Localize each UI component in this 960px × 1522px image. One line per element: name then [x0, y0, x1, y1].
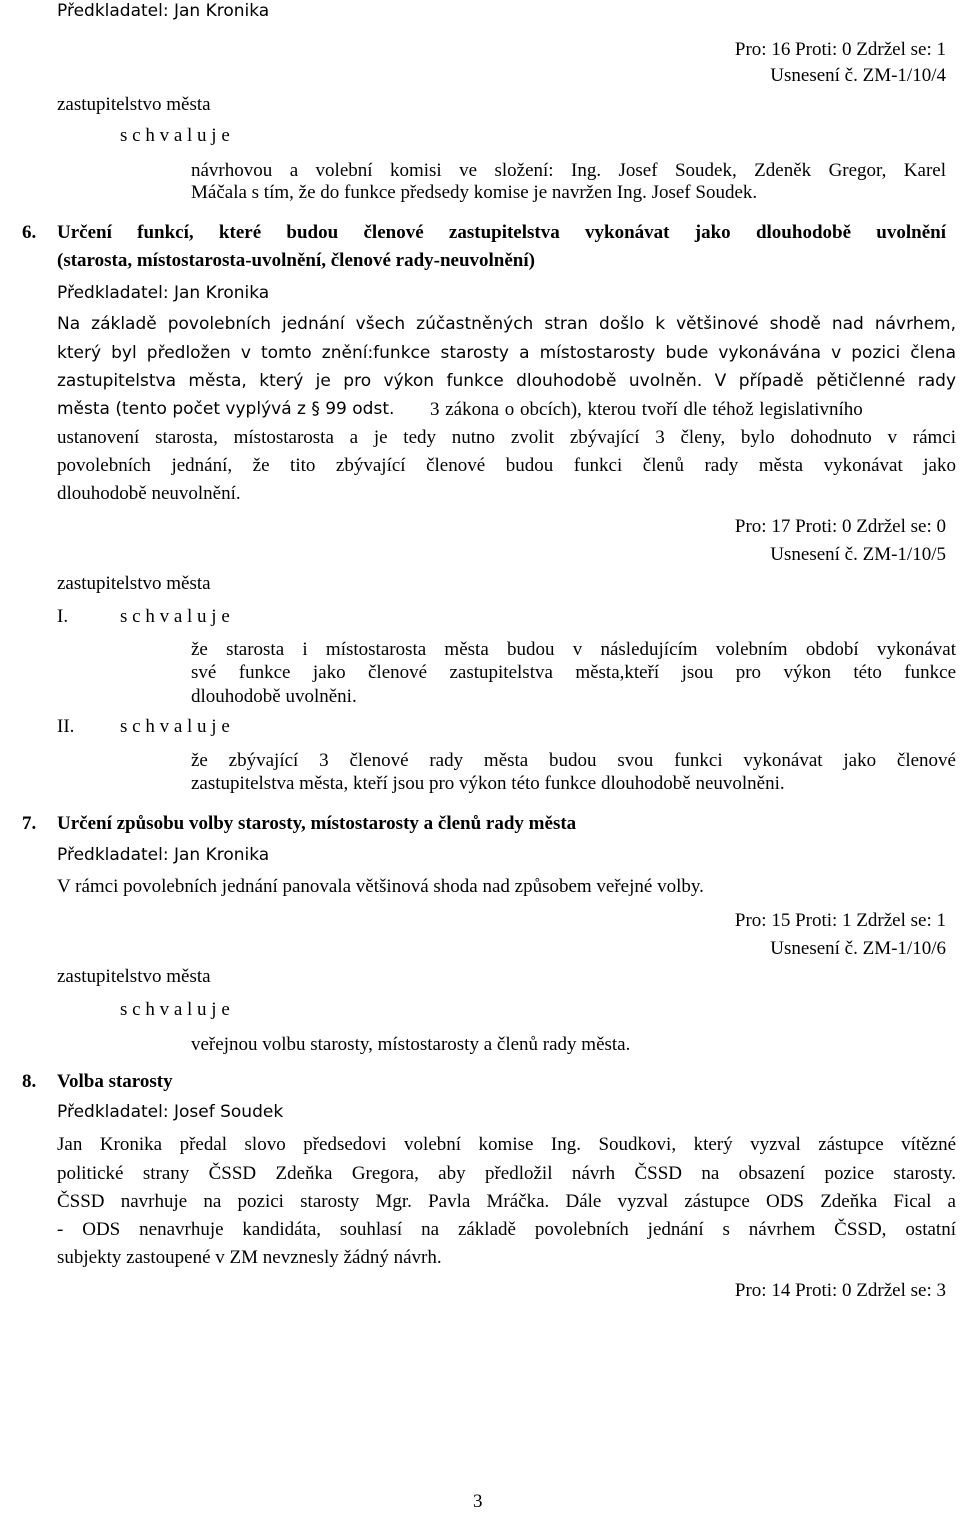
section-8-paragraph-l1: Jan Kronika předal slovo předsedovi volební komise Ing. Soudkovi, který vyzval zástupce vítězné — [57, 1134, 956, 1155]
resolution-text-4-l1: návrhovou a volební komisi ve složení: Ing. Josef Soudek, Zdeněk Gregor, Karel — [191, 160, 946, 181]
schvaluje-4: s c h v a l u j e — [120, 125, 230, 146]
section-6-paragraph-l4b: 3 zákona o obcích), kterou tvoří dle téhož legislativního — [430, 399, 863, 420]
section-8-paragraph-l5: subjekty zastoupené v ZM nevznesly žádný návrh. — [57, 1247, 442, 1268]
section-6-title-l1: Určení funkcí, které budou členové zastupitelstva vykonávat jako dlouhodobě uvolnění — [57, 222, 946, 243]
section-6-paragraph-l5: ustanovení starosta, místostarosta a je tedy nutno zvolit zbývající 3 členy, bylo dohodnuto v rámci — [57, 427, 956, 448]
section-6-paragraph-l3: zastupitelstva města, který je pro výkon funkce dlouhodobě uvolněn. V případě pětičlenné rady — [57, 371, 956, 391]
resolution-text-4-l2: Máčala s tím, že do funkce předsedy komise je navržen Ing. Josef Soudek. — [191, 182, 758, 203]
section-7-number: 7. — [22, 813, 37, 834]
item-i-number: I. — [57, 606, 69, 627]
resolution-text-6: veřejnou volbu starosty, místostarosty a členů rady města. — [191, 1034, 631, 1055]
section-6-title-l2: (starosta, místostarosta-uvolnění, členové rady-neuvolnění) — [57, 250, 535, 271]
usneseni-5: Usnesení č. ZM-1/10/5 — [770, 544, 946, 565]
section-8-number: 8. — [22, 1071, 37, 1092]
item-ii-number: II. — [57, 716, 75, 737]
body-label-6: zastupitelstvo města — [57, 966, 211, 987]
section-6-paragraph-l1: Na základě povolebních jednání všech zúčastněných stran došlo k většinové shodě nad návrhem, — [57, 314, 956, 334]
item-i-text-l2: své funkce jako členové zastupitelstva města,kteří jsou pro výkon této funkce — [191, 662, 956, 683]
section-8-paragraph-l4: - ODS nenavrhuje kandidáta, souhlasí na základě povolebních jednání s návrhem ČSSD, ostatní — [57, 1219, 956, 1240]
section-6-paragraph-l7: dlouhodobě neuvolnění. — [57, 483, 241, 504]
section-7-title: Určení způsobu volby starosty, místostarosty a členů rady města — [57, 813, 577, 834]
schvaluje-5-ii: s c h v a l u j e — [120, 716, 230, 737]
predkladatel-6: Předkladatel: Jan Kronika — [57, 283, 270, 303]
schvaluje-5-i: s c h v a l u j e — [120, 606, 230, 627]
item-i-text-l1: že starosta i místostarosta města budou v následujícím volebním období vykonávat — [191, 639, 956, 660]
page-number: 3 — [473, 1491, 483, 1512]
section-8-paragraph-l3: ČSSD navrhuje na pozici starosty Mgr. Pavla Mráčka. Dále vyzval zástupce ODS Zdeňka Fical a — [57, 1191, 956, 1212]
vote-result-4: Pro: 16 Proti: 0 Zdržel se: 1 — [734, 39, 946, 60]
section-6-paragraph-l2: který byl předložen v tomto znění:funkce starosty a místostarosty bude vykonávána v pozici člena — [57, 343, 956, 363]
body-label-5: zastupitelstvo města — [57, 573, 211, 594]
vote-result-5: Pro: 17 Proti: 0 Zdržel se: 0 — [734, 516, 946, 537]
predkladatel-top: Předkladatel: Jan Kronika — [57, 1, 270, 21]
section-6-paragraph-l6: povolebních jednání, že tito zbývající členové budou funkci členů rady města vykonávat jako — [57, 455, 956, 476]
predkladatel-7: Předkladatel: Jan Kronika — [57, 845, 270, 865]
usneseni-4: Usnesení č. ZM-1/10/4 — [770, 65, 946, 86]
vote-result-6: Pro: 15 Proti: 1 Zdržel se: 1 — [734, 910, 946, 931]
item-i-text-l3: dlouhodobě uvolněni. — [191, 686, 357, 707]
item-ii-text-l2: zastupitelstva města, kteří jsou pro výkon této funkce dlouhodobě neuvolněni. — [191, 773, 785, 794]
section-7-paragraph: V rámci povolebních jednání panovala většinová shoda nad způsobem veřejné volby. — [57, 876, 704, 897]
section-8-title: Volba starosty — [57, 1071, 173, 1092]
section-6-paragraph-l4a: města (tento počet vyplývá z § 99 odst. — [57, 399, 395, 419]
item-ii-text-l1: že zbývající 3 členové rady města budou svou funkci vykonávat jako členové — [191, 750, 956, 771]
body-label-4: zastupitelstvo města — [57, 94, 211, 115]
predkladatel-8: Předkladatel: Josef Soudek — [57, 1102, 284, 1122]
usneseni-6: Usnesení č. ZM-1/10/6 — [770, 938, 946, 959]
vote-result-7: Pro: 14 Proti: 0 Zdržel se: 3 — [734, 1280, 946, 1301]
section-8-paragraph-l2: politické strany ČSSD Zdeňka Gregora, aby předložil návrh ČSSD na obsazení pozice starosty. — [57, 1163, 956, 1184]
schvaluje-6: s c h v a l u j e — [120, 999, 230, 1020]
section-6-number: 6. — [22, 222, 37, 243]
